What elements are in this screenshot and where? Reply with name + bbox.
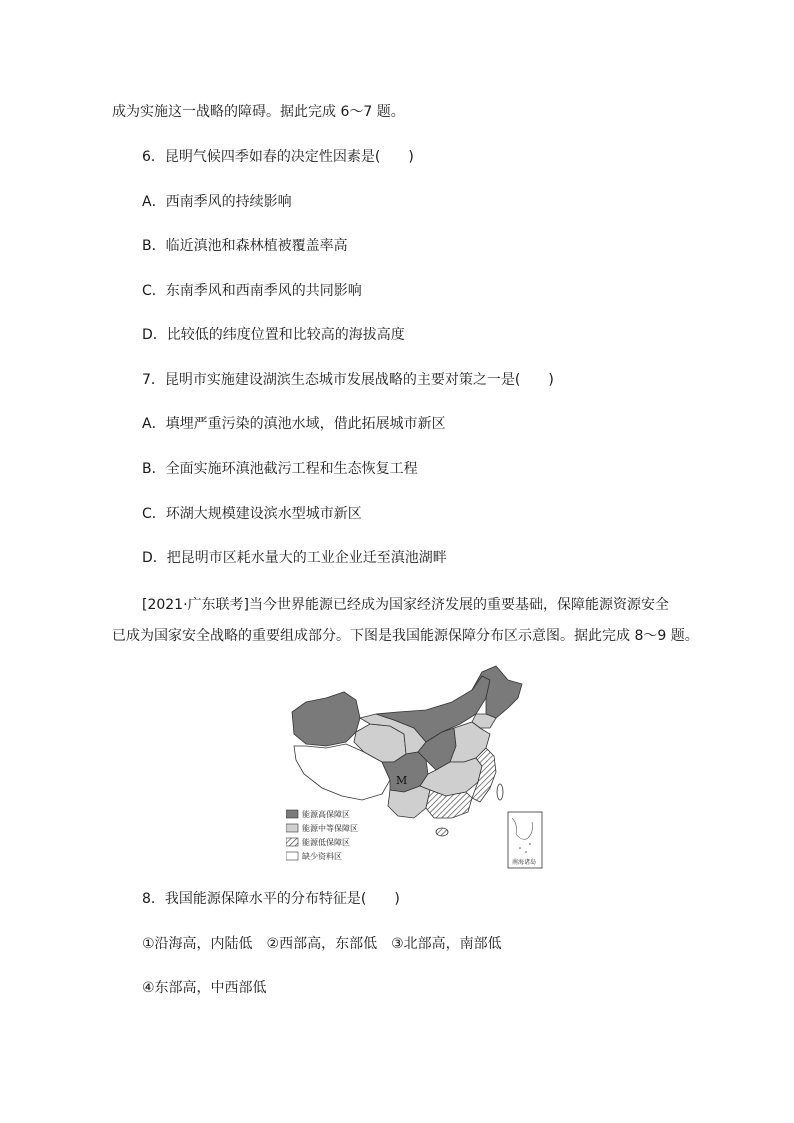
q7-stem: 7．昆明市实施建设湖滨生态城市发展战略的主要对策之一是( )	[142, 372, 554, 388]
q6-option-c: C．东南季风和西南季风的共同影响	[142, 283, 362, 299]
legend-label-low: 能源低保障区	[302, 838, 350, 847]
q6-option-d: D．比较低的纬度位置和比较高的海拔高度	[142, 327, 405, 343]
legend-label-nodata: 缺少资料区	[302, 852, 342, 861]
inset-map	[508, 812, 542, 868]
q6-stem: 6．昆明气候四季如春的决定性因素是( )	[142, 149, 414, 165]
q7-option-d: D．把昆明市区耗水量大的工业企业迁至滇池湖畔	[142, 550, 447, 566]
china-energy-map	[286, 662, 548, 872]
passage-line-2: 已成为国家安全战略的重要组成部分。下图是我国能源保障分布区示意图。据此完成 8～9 题。	[112, 628, 699, 644]
q8-stem: 8．我国能源保障水平的分布特征是( )	[142, 891, 400, 907]
inset-label: 南海诸岛	[512, 859, 537, 866]
q6-option-b: B．临近滇池和森林植被覆盖率高	[142, 238, 348, 254]
q6-option-a: A．西南季风的持续影响	[142, 194, 292, 210]
map-svg	[286, 662, 548, 872]
legend-label-high: 能源高保障区	[302, 810, 350, 819]
q7-option-a: A．填埋严重污染的滇池水域，借此拓展城市新区	[142, 416, 446, 432]
region-hainan	[436, 828, 448, 836]
q8-choices: ①沿海高，内陆低 ②西部高，东部低 ③北部高，南部低	[142, 936, 502, 952]
intro-tail: 成为实施这一战略的障碍。据此完成 6～7 题。	[112, 104, 405, 120]
q8-choice-4: ④东部高，中西部低	[142, 980, 267, 996]
q7-option-c: C．环湖大规模建设滨水型城市新区	[142, 506, 362, 522]
legend-label-medium: 能源中等保障区	[302, 824, 358, 833]
region-taiwan	[497, 784, 503, 800]
label-m: M	[396, 774, 408, 787]
passage-line-1: [2021·广东联考]当今世界能源已经成为国家经济发展的重要基础，保障能源资源安全	[142, 597, 670, 613]
q7-option-b: B．全面实施环滇池截污工程和生态恢复工程	[142, 461, 418, 477]
